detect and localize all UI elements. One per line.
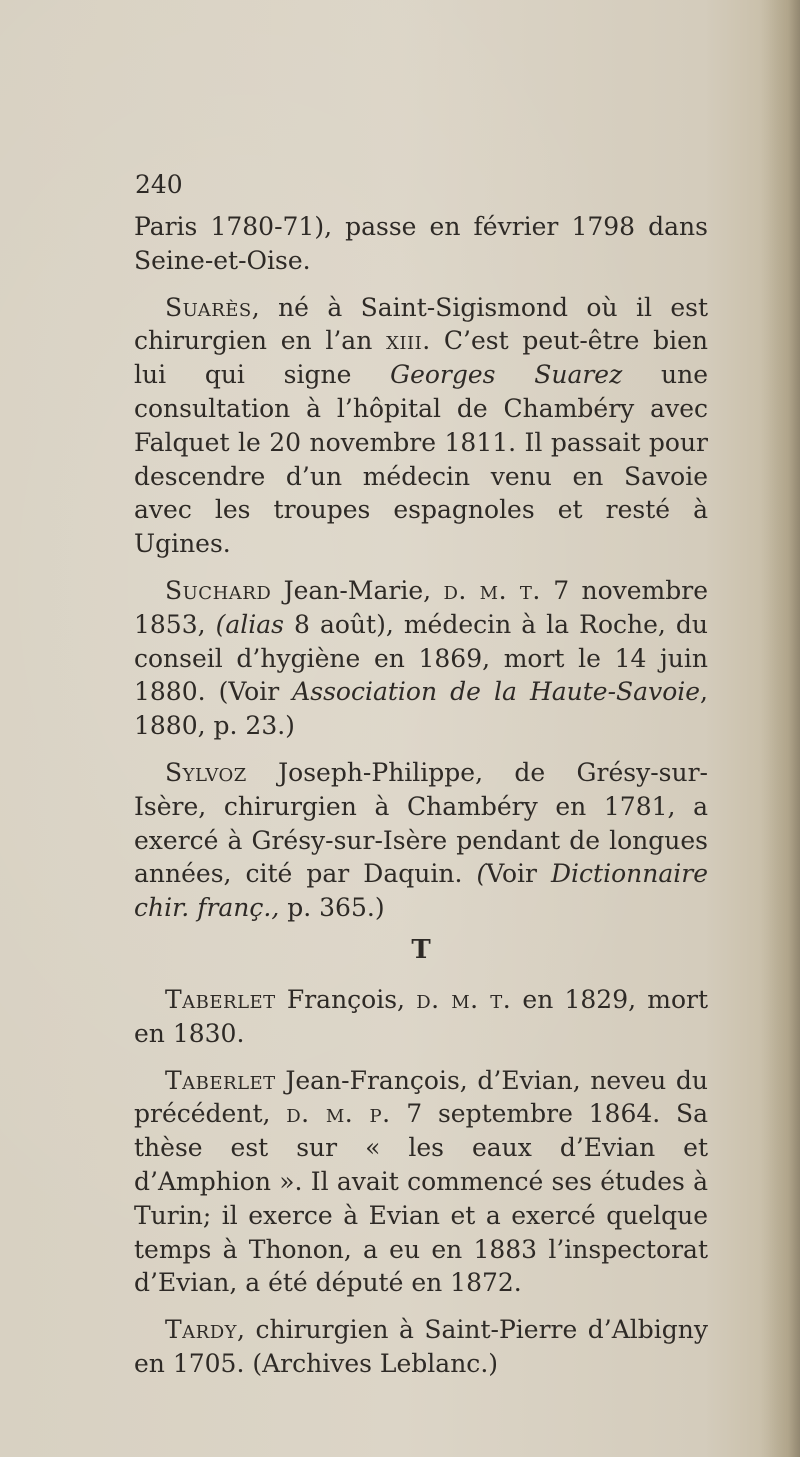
entry-text: , 1880, p. 23.) [134, 677, 708, 741]
entry-suares [134, 291, 708, 561]
entry-year: xiii [386, 326, 423, 356]
entry-text: 7 septembre 1864. Sa thèse est sur « les eaux d’Evian et d’Amphion ». Il avait commencé ses études à Turin; il exerce à Evian et a exercé quelque temps à Thonon, a eu en 1883 l’inspectorat d’Evian, a été député en 1872. [134, 1099, 708, 1298]
entry-degree: d. m. p. [286, 1099, 391, 1129]
entry-taberlet-francois [134, 983, 708, 1051]
entry-text: 7 novembre 1853, [134, 575, 709, 639]
entry-suchard [134, 574, 708, 743]
entry-degree: d. m. t. [443, 575, 541, 605]
entry-name: Suchard [165, 575, 272, 605]
page-number: 240 [135, 170, 183, 199]
entry-text: Joseph-Philippe, de Grésy-sur-Isère, chirurgien à Chambéry en 1781, a exercé à Grésy-sur-Isère pendant de longues années, cité par Daquin. [134, 757, 708, 889]
entry-name: Taberlet [165, 1065, 276, 1095]
entry-italic: ( [476, 859, 487, 889]
paragraph-continuation: Paris 1780-71), passe en février 1798 dans Seine-et-Oise. [134, 212, 708, 275]
section-letter: T [411, 934, 431, 965]
entry-sylvoz [134, 756, 708, 925]
entry-text: en 1829, mort en 1830. [134, 984, 708, 1048]
entry-degree: d. m. t. [416, 984, 512, 1014]
entry-name: Sylvoz [165, 757, 247, 787]
entry-text: Jean-Marie, [271, 575, 444, 605]
entry-italic: Dictionnaire chir. franç., [134, 859, 708, 923]
entry-italic: (alias [215, 609, 284, 639]
entry-text: Jean-François, d’Evian, neveu du précédent, [134, 1065, 708, 1129]
entry-text: p. 365.) [279, 893, 385, 923]
entry-italic: Association de la Haute-Savoie [292, 677, 701, 707]
entry-text: 8 août), médecin à la Roche, du conseil d’hygiène en 1869, mort le 14 juin 1880. (Voir [134, 609, 708, 707]
entry-name: Suarès [165, 292, 252, 322]
page-edge-shadow [760, 0, 800, 1457]
entry-italic: Georges Suarez [390, 360, 623, 390]
entry-tardy [134, 1313, 708, 1381]
entry-text: , chirurgien à Saint-Pierre d’Albigny en 1705. (Archives Leblanc.) [134, 1315, 708, 1378]
entry-text: . C’est peut-être bien lui qui signe [134, 326, 708, 390]
page-text [134, 210, 708, 1381]
entry-name: Taberlet [165, 984, 276, 1014]
entry-taberlet-jean-francois [134, 1064, 708, 1301]
entry-text: une consultation à l’hôpital de Chambéry avec Falquet le 20 novembre 1811. Il passait pour descendre d’un médecin venu en Savoie avec les troupes espagnoles et resté à Ugines. [134, 360, 708, 559]
entry-text: François, [275, 984, 417, 1014]
entry-text: , né à Saint-Sigismond où il est chirurgien en l’an [134, 292, 708, 356]
entry-name: Tardy [165, 1315, 238, 1345]
entry-text: Voir [486, 859, 552, 889]
